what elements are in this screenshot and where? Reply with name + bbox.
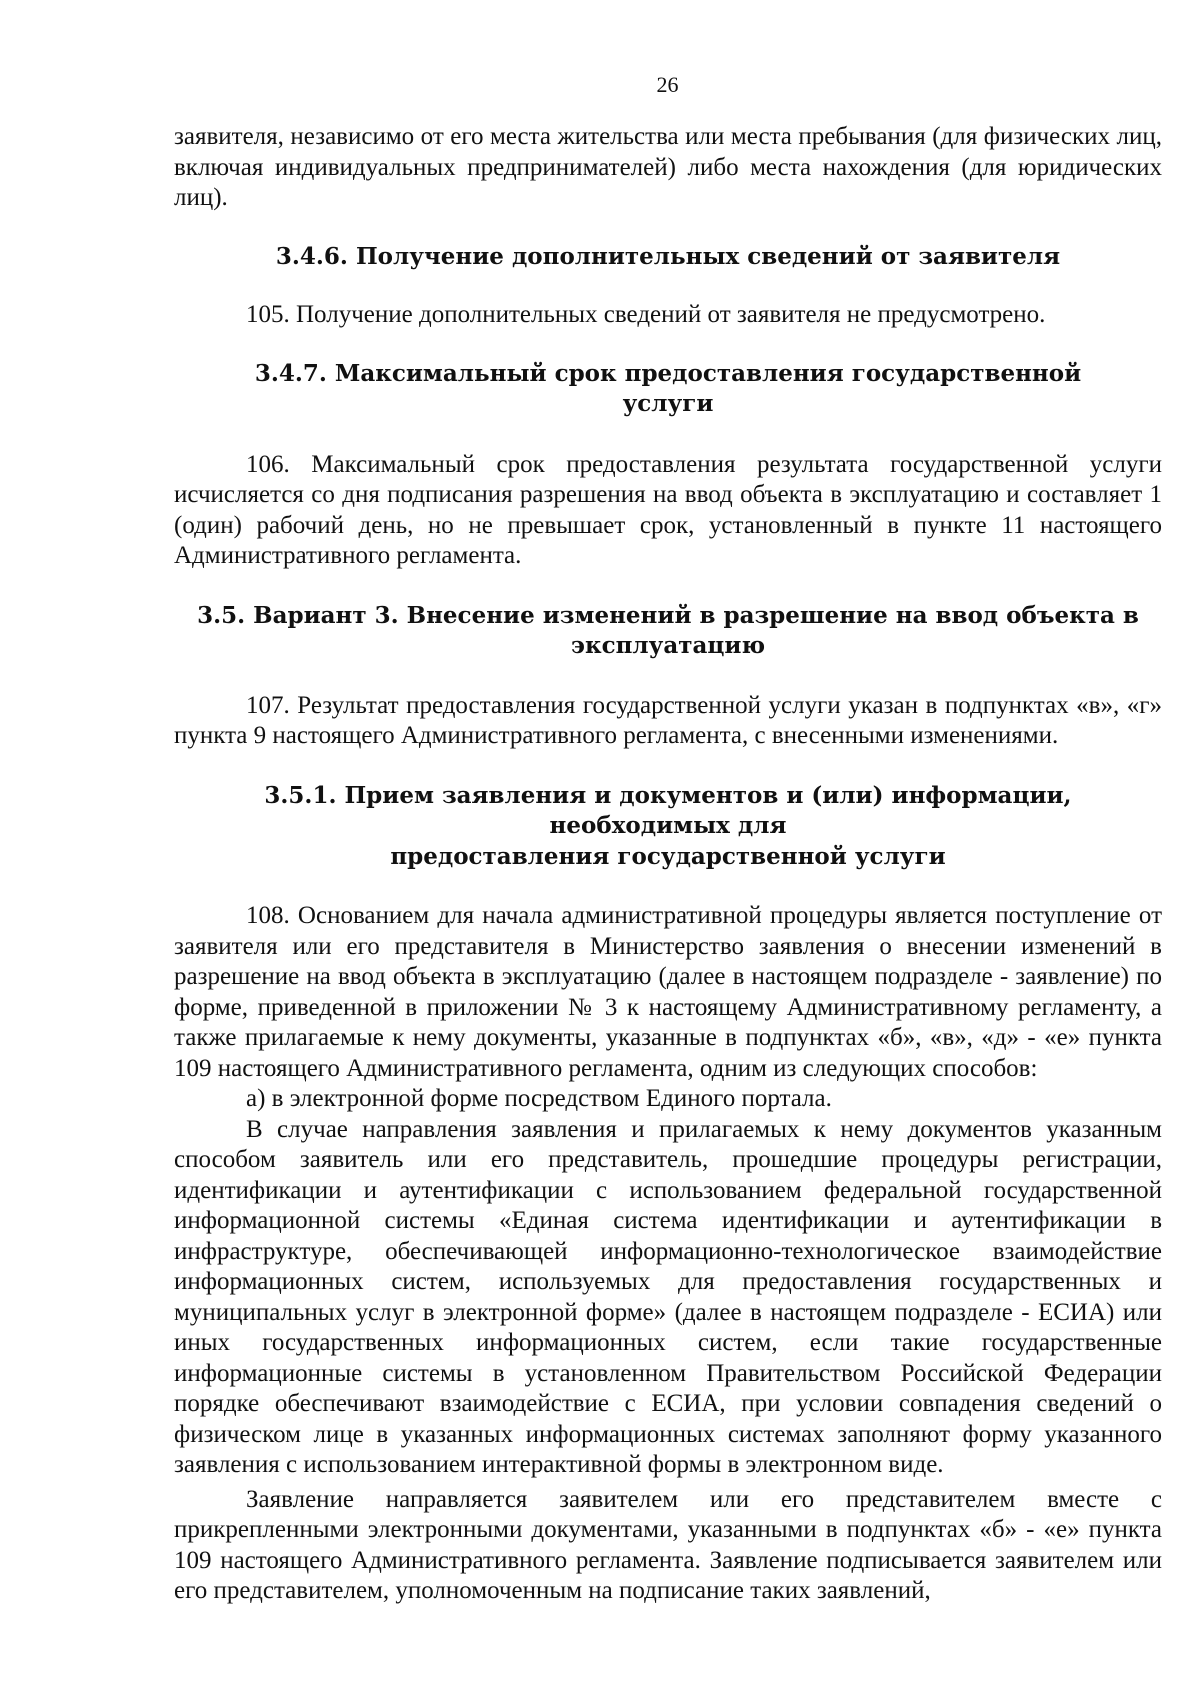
heading-3-5: 3.5. Вариант 3. Внесение изменений в разрешение на ввод объекта в эксплуатацию xyxy=(197,601,1139,659)
paragraph-108: 108. Основанием для начала административной процедуры является поступление от заявителя или его представителя в Министерство заявления о внесении изменений в разрешение на ввод объекта в эксплуатацию (далее в настоящем подразделе - заявление) по форме, приведенной в приложении № 3 к настоящему Административному регламенту, а также прилагаемые к нему документы, указанные в подпунктах «б», «в», «д» - «е» пункта 109 настоящего Административного регламента, одним из следующих способов: xyxy=(174,902,1162,1082)
heading-3-5-1-line2: предоставления государственной услуги xyxy=(390,842,946,870)
heading-3-4-7-line2: услуги xyxy=(622,390,714,417)
heading-3-5-1 xyxy=(174,781,1162,873)
heading-3-5-1-line1: 3.5.1. Прием заявления и документов и (или) информации, необходимых для xyxy=(264,781,1072,839)
page-content xyxy=(174,122,1162,1607)
page-number: 26 xyxy=(656,72,679,97)
paragraph-107: 107. Результат предоставления государственной услуги указан в подпунктах «в», «г» пункта 9 настоящего Административного регламента, с внесенными изменениями. xyxy=(174,691,1162,749)
paragraph-106: 106. Максимальный срок предоставления результата государственной услуги исчисляется со дня подписания разрешения на ввод объекта в эксплуатацию и составляет 1 (один) рабочий день, но не превышает срок, установленный в пункте 11 настоящего Административного регламента. xyxy=(174,450,1162,569)
heading-3-4-7-line1: 3.4.7. Максимальный срок предоставления государственной xyxy=(254,359,1082,387)
paragraph-intro: заявителя, независимо от его места жительства или места пребывания (для физических лиц, включая индивидуальных предпринимателей) либо места нахождения (для юридических лиц). xyxy=(174,123,1162,211)
paragraph-105: 105. Получение дополнительных сведений от заявителя не предусмотрено. xyxy=(246,301,1046,328)
paragraph-108-case: В случае направления заявления и прилагаемых к нему документов указанным способом заявитель или его представитель, прошедшие процедуры регистрации, идентификации и аутентификации с использованием федеральной государственной информационной системы «Единая система идентификации и аутентификации в инфраструктуре, обеспечивающей информационно-технологическое взаимодействие информационных систем, используемых для предоставления государственных и муниципальных услуг в электронной форме» (далее в настоящем подразделе - ЕСИА) или иных государственных информационных систем, если такие государственные информационные системы в установленном Правительством Российской Федерации порядке обеспечивают взаимодействие с ЕСИА, при условии совпадения сведений о физическом лице в указанных информационных системах заполняют форму указанного заявления с использованием интерактивной формы в электронном виде. xyxy=(174,1115,1162,1478)
paragraph-108-application: Заявление направляется заявителем или его представителем вместе с прикрепленными электронными документами, указанными в подпунктах «б» - «е» пункта 109 настоящего Административного регламента. Заявление подписывается заявителем или его представителем, уполномоченным на подписание таких заявлений, xyxy=(174,1485,1162,1604)
heading-3-4-6: 3.4.6. Получение дополнительных сведений от заявителя xyxy=(275,242,1061,270)
paragraph-108-a: а) в электронной форме посредством Единого портала. xyxy=(246,1085,832,1112)
heading-3-4-7 xyxy=(174,359,1162,420)
